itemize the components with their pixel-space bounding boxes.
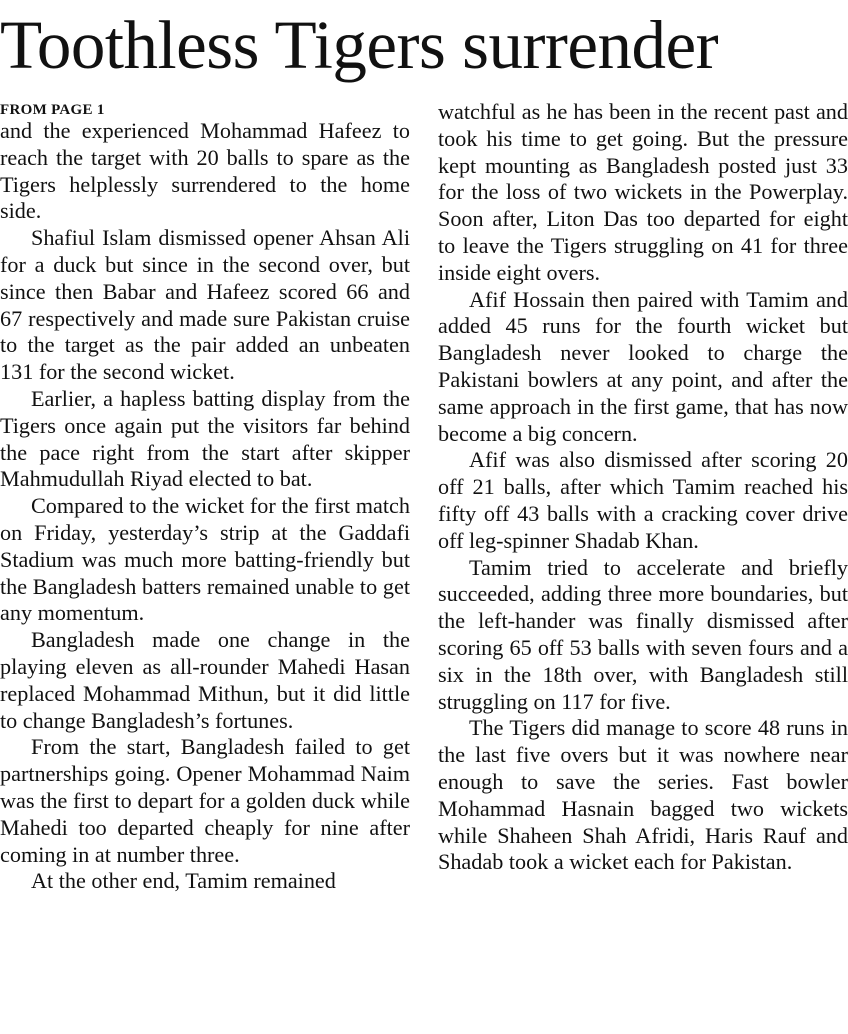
paragraph: Compared to the wicket for the first match on Friday, yesterday’s strip at the Gaddafi Stadium was much more batting-friendly but the Bangladesh batters remained unable to get any momentum. — [0, 493, 410, 626]
paragraph: At the other end, Tamim remained — [31, 868, 336, 894]
paragraph: Bangladesh made one change in the playing eleven as all-rounder Mahedi Hasan replaced Mohammad Mithun, but it did little to change Bangladesh’s fortunes. — [0, 627, 410, 733]
paragraph: Shafiul Islam dismissed opener Ahsan Ali for a duck but since in the second over, but since then Babar and Hafeez scored 66 and 67 respectively and made sure Pakistan cruise to the target as the pair added an unbeaten 131 for the second wicket. — [0, 225, 410, 385]
paragraph: Afif Hossain then paired with Tamim and added 45 runs for the fourth wicket but Bangladesh never looked to charge the Pakistani bowlers at any point, and after the same approach in the first game, that has now become a big concern. — [438, 286, 848, 446]
paragraph: Afif was also dismissed after scoring 20 off 21 balls, after which Tamim reached his fifty off 43 balls with a cracking cover drive off leg-spinner Shadab Khan. — [438, 447, 848, 553]
continuation-kicker: FROM PAGE 1 — [0, 102, 105, 118]
paragraph: and the experienced Mohammad Hafeez to reach the target with 20 balls to spare as the Tigers helplessly surrendered to the home side. — [0, 118, 410, 224]
paragraph: Earlier, a hapless batting display from the Tigers once again put the visitors far behind the pace right from the start after skipper Mahmudullah Riyad elected to bat. — [0, 385, 410, 492]
article-column-left — [0, 100, 410, 895]
paragraph: Tamim tried to accelerate and briefly succeeded, adding three more boundaries, but the left-hander was finally dismissed after scoring 65 off 53 balls with seven fours and a six in the 18th over, with Bangladesh still struggling on 117 for five. — [438, 554, 848, 714]
article-column-right — [438, 99, 848, 876]
paragraph: The Tigers did manage to score 48 runs in the last five overs but it was nowhere near enough to save the series. Fast bowler Mohammad Hasnain bagged two wickets while Shaheen Shah Afridi, Haris Rauf and Shadab took a wicket each for Pakistan. — [438, 715, 848, 875]
headline: Toothless Tigers surrender — [0, 7, 719, 83]
paragraph: From the start, Bangladesh failed to get partnerships going. Opener Mohammad Naim was the first to depart for a golden duck while Mahedi too departed cheaply for nine after coming in at number three. — [0, 734, 410, 867]
paragraph: watchful as he has been in the recent past and took his time to get going. But the pressure kept mounting as Bangladesh posted just 33 for the loss of two wickets in the Powerplay. Soon after, Liton Das too departed for eight to leave the Tigers struggling on 41 for three inside eight overs. — [438, 99, 848, 285]
